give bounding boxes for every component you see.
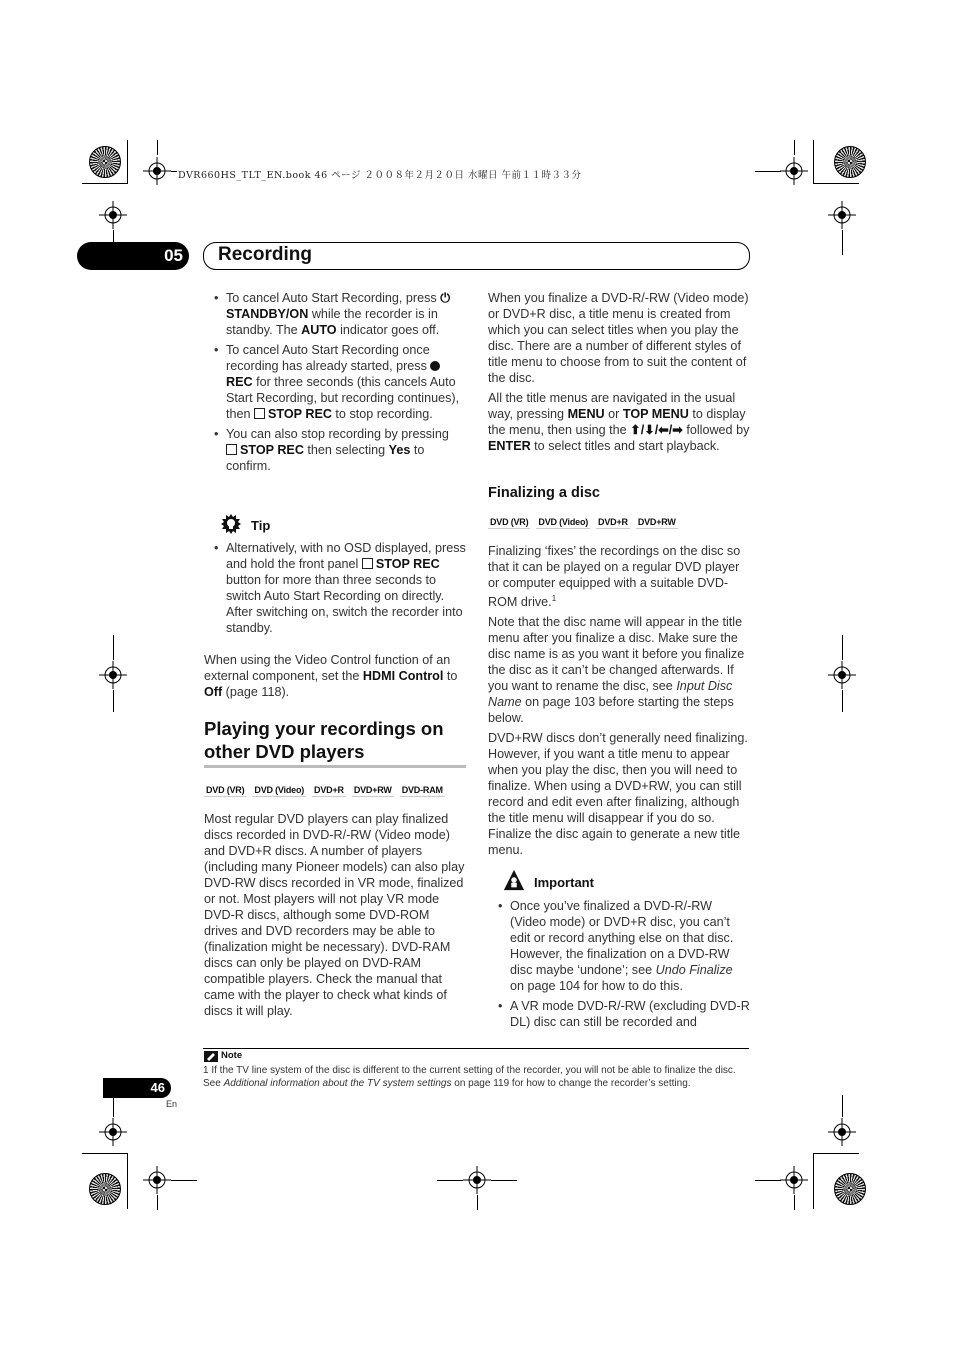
note-icon [204, 1051, 218, 1062]
stop-square-icon [226, 444, 237, 455]
important-text [488, 898, 750, 1030]
video-control-paragraph: When using the Video Control function of an external component, set the HDMI Control to Off (page 118). [204, 653, 458, 699]
subsection-heading: Finalizing a disc [488, 485, 600, 501]
list-item: • To cancel Auto Start Recording, press ⏻ STANDBY/ON while the recorder is in standby. The AUTO indicator goes off. [204, 290, 466, 338]
disc-badge: DVD+R [598, 517, 628, 527]
crosshair-icon [828, 1118, 856, 1146]
chapter-number: 05 [164, 246, 183, 265]
crosshair-icon [143, 1166, 171, 1194]
note-rule [203, 1048, 749, 1049]
section-heading: Playing your recordings on other DVD players [204, 718, 444, 762]
chapter-title-bar [203, 242, 750, 270]
record-dot-icon [430, 361, 440, 371]
tip-text [204, 540, 466, 636]
registration-star-icon [834, 1173, 866, 1205]
lightbulb-icon [220, 513, 242, 535]
crosshair-icon [463, 1166, 491, 1194]
chapter-number-badge [77, 242, 189, 270]
stop-square-icon [362, 558, 373, 569]
chapter-title: Recording [218, 244, 312, 265]
registration-star-icon [89, 146, 121, 178]
list-item: • Once you’ve finalized a DVD-R/-RW (Video mode) or DVD+R disc, you can’t edit or record anything else on that disc. However, the finalization on a DVD-RW disc maybe ‘undone’; see Undo Finalize on page 104 for how to do this. [488, 898, 750, 994]
finalize-text: Finalizing ‘fixes’ the recordings on the disc so that it can be played on a regular DVD player or computer equipped with a suitable DVD-ROM drive.$^1$ Note that the disc name will appear in the title menu after you finalize a disc. Make sure the disc name is as you want it before you finalize the disc as it can’t be changed afterwards. If you want to rename the disc, see Input Disc Name on page 103 before starting the steps below. DVD+RW discs don’t generally need finalizing. However, if you want a title menu to appear when you play the disc, then you will need to finalize. When using a DVD+RW, you can still record and edit even after finalizing, although the title menu will disappear if you do so. Finalize the disc again to generate a new title menu. [488, 544, 748, 858]
list-item: • To cancel Auto Start Recording once recording has already started, press REC for three seconds (this cancels Auto Start Recording, but recording continues), then STOP REC to stop recording. [204, 342, 466, 422]
registration-star-icon [834, 146, 866, 178]
disc-badge: DVD+R [314, 785, 344, 795]
disc-badge: DVD+RW [353, 785, 392, 795]
disc-type-badges [488, 516, 678, 529]
crosshair-icon [99, 661, 127, 689]
warning-icon [503, 869, 525, 891]
stop-square-icon [254, 408, 265, 419]
crosshair-icon [99, 1118, 127, 1146]
important-label: Important [534, 875, 594, 890]
right-intro: When you finalize a DVD-R/-RW (Video mode) or DVD+R disc, a title menu is created from which you can select titles when you play the disc. There are a number of different styles of title menu to choose from to suit the content of the disc. All the title menus are navigated in the usual way, pressing MENU or TOP MENU to display the menu, then using the ⬆/⬇/⬅/➡ followed by ENTER to select titles and start playback. [488, 291, 750, 453]
list-item: • You can also stop recording by pressing STOP REC then selecting Yes to confirm. [204, 426, 466, 474]
page-number: 46 [150, 1080, 165, 1095]
left-bullets [204, 290, 466, 474]
crosshair-icon [828, 661, 856, 689]
crosshair-icon [780, 157, 808, 185]
disc-badge: DVD (Video) [538, 517, 589, 527]
disc-badge: DVD (Video) [254, 785, 305, 795]
section-body: Most regular DVD players can play finalized discs recorded in DVD-R/-RW (Video mode) and DVD+R discs. A number of players (including many Pioneer models) can also play DVD-RW discs recorded in VR mode, finalized or not. Most players will not play VR mode DVD-R discs, although some DVD-ROM drives and DVD recorders may be able to (finalization might be necessary). DVD-RAM discs can only be played on DVD-RAM compatible players. Check the manual that came with the player to check what kinds of discs it will play. [204, 812, 465, 1018]
tip-label: Tip [251, 518, 271, 533]
disc-badge: DVD+RW [637, 517, 676, 527]
crosshair-icon [99, 201, 127, 229]
disc-badge: DVD (VR) [490, 517, 529, 527]
language-label: En [166, 1099, 178, 1109]
list-item: • Alternatively, with no OSD displayed, press and hold the front panel STOP REC button for more than three seconds to switch Auto Start Recording on directly. After switching on, switch the recorder into standby. [204, 540, 466, 636]
footnote: 1 If the TV line system of the disc is different to the current setting of the recorder, you will not be able to finalize the disc. See Additional information about the TV system settings on page 119 for how to change the recorder’s setting. [203, 1065, 736, 1089]
note-label: Note [221, 1050, 243, 1061]
page-number-badge [103, 1078, 171, 1098]
section-rule [204, 765, 466, 768]
registration-star-icon [89, 1173, 121, 1205]
book-file-info: DVR660HS_TLT_EN.book 46 ページ ２００８年２月２０日 水曜日 午前１１時３３分 [178, 170, 582, 181]
disc-badge: DVD-RAM [401, 785, 443, 795]
crosshair-icon [143, 157, 171, 185]
crosshair-icon [828, 201, 856, 229]
crosshair-icon [780, 1166, 808, 1194]
list-item: • A VR mode DVD-R/-RW (excluding DVD-R DL) disc can still be recorded and [488, 998, 750, 1030]
disc-badge: DVD (VR) [206, 785, 245, 795]
disc-type-badges [204, 784, 445, 797]
